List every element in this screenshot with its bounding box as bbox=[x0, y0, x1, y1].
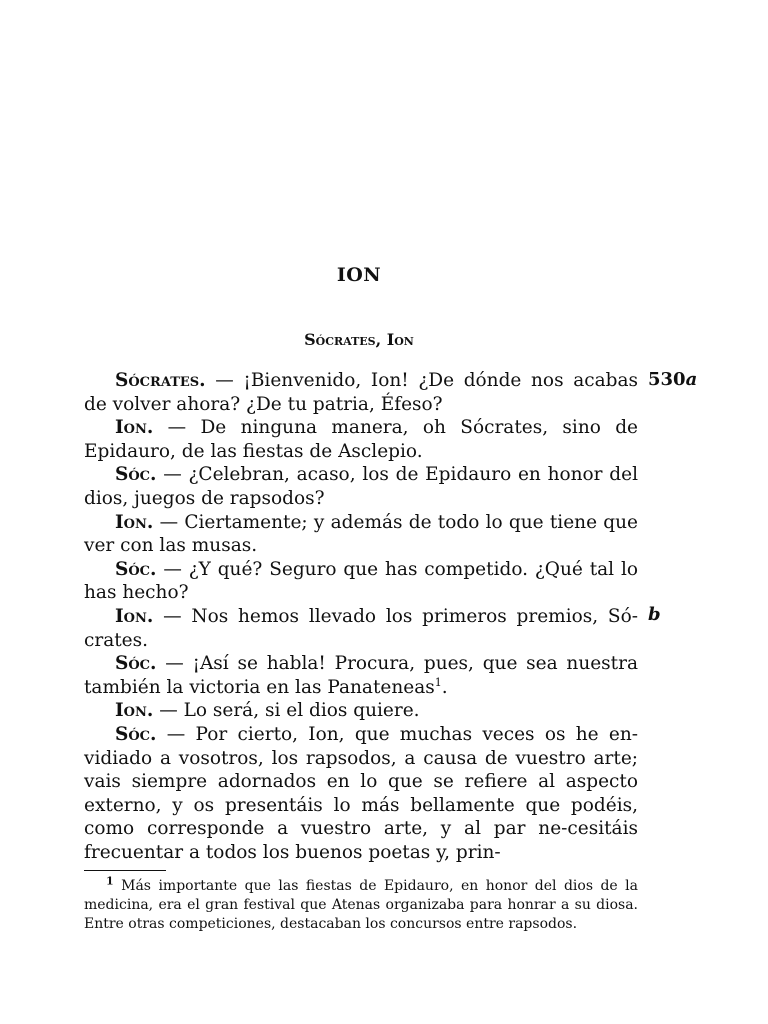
speaker-label: Ion. bbox=[115, 417, 154, 439]
speaker-label: Ion. bbox=[115, 605, 154, 627]
dialogue-text: — De ninguna manera, oh Sócrates, sino de Epidauro, de las fiestas de Asclepio. bbox=[84, 417, 638, 462]
dialogue-title: ION bbox=[336, 264, 382, 286]
stephanus-margin-letter: b bbox=[648, 604, 661, 625]
dialogue-text: — Ciertamente; y además de todo lo que tiene que ver con las musas. bbox=[84, 511, 638, 557]
dialogue-text: — Nos hemos llevado los primeros premios, Só-crates. bbox=[84, 605, 638, 651]
dialogue-body bbox=[84, 369, 638, 864]
dialogue-line bbox=[84, 416, 638, 463]
dialogue-text: — ¡Bienvenido, Ion! ¿De dónde nos acabas de volver ahora? ¿De tu patria, Éfeso? bbox=[84, 370, 638, 415]
dialogue-text: — Lo será, si el dios quiere. bbox=[153, 700, 420, 722]
dialogue-text: — ¿Celebran, acaso, los de Epidauro en honor del dios, juegos de rapsodos? bbox=[84, 464, 638, 509]
footnote-number: 1 bbox=[106, 874, 114, 888]
speaker-label: Ion. bbox=[115, 511, 154, 533]
dialogue-line bbox=[84, 723, 638, 865]
speaker-label: Sóc. bbox=[115, 653, 157, 675]
dialogue-line bbox=[84, 369, 638, 416]
dialogue-line bbox=[84, 652, 638, 699]
dialogue-line bbox=[84, 463, 638, 510]
speaker-label: Ion. bbox=[115, 700, 154, 722]
dialogue-text: — ¡Así se habla! Procura, pues, que sea nuestra también la victoria en las Panateneas bbox=[84, 653, 638, 698]
speaker-label: Sóc. bbox=[115, 723, 157, 745]
dialogue-text: — Por cierto, Ion, que muchas veces os he en-vidiado a vosotros, los rapsodos, a causa de vuestro arte; vais siempre adornados en lo que se refiere al aspecto externo, y os presentáis lo más bellamente que podéis, como corresponde a vuestro arte, y al par ne-cesitáis frecuentar a todos los buenos poetas y, prin- bbox=[84, 723, 638, 863]
dialogue-text-end: . bbox=[441, 676, 448, 698]
footnote-divider bbox=[84, 870, 166, 871]
dramatis-personae: Sócrates, Ion bbox=[304, 330, 414, 349]
speaker-label: Sócrates. bbox=[115, 370, 206, 391]
footnote bbox=[84, 874, 639, 934]
footnote-text: Más importante que las fiestas de Epidauro, en honor del dios de la medicina, era el gran festival que Atenas organizaba para honrar a su diosa. Entre otras competiciones, destacaban los concursos entre rapsodos. bbox=[84, 878, 639, 932]
stephanus-margin-number: 530a bbox=[648, 369, 698, 390]
footnote-reference[interactable]: 1 bbox=[434, 675, 442, 689]
dialogue-line bbox=[84, 699, 638, 723]
dialogue-text: — ¿Y qué? Seguro que has competido. ¿Qué tal lo has hecho? bbox=[84, 558, 638, 604]
speaker-label: Sóc. bbox=[115, 464, 157, 486]
speaker-label: Sóc. bbox=[115, 558, 157, 580]
dialogue-line bbox=[84, 558, 638, 605]
dialogue-line bbox=[84, 511, 638, 558]
dialogue-line bbox=[84, 605, 638, 652]
